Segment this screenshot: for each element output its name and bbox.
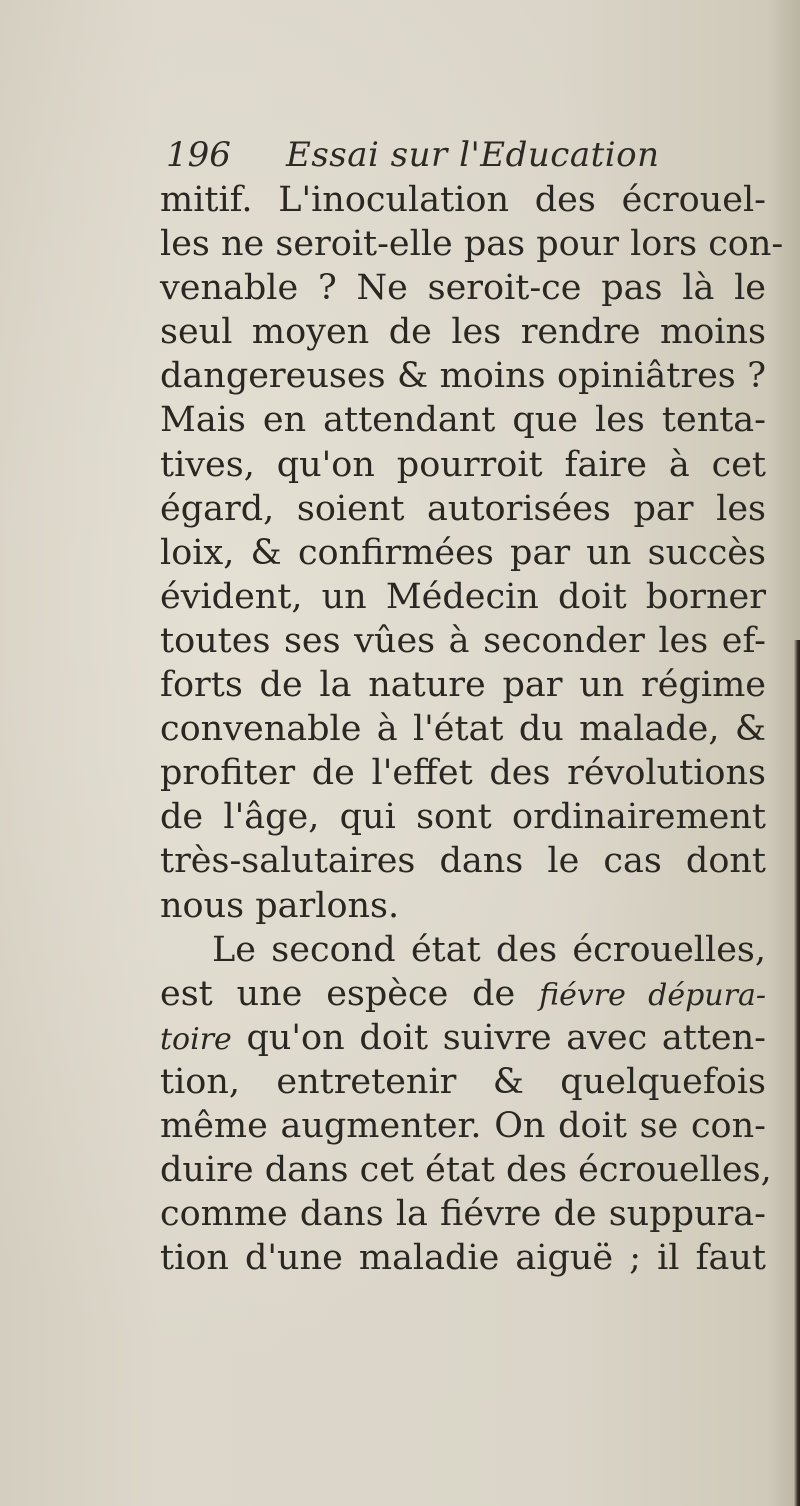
italic-term: toire <box>160 1021 232 1057</box>
text-line: forts de la nature par un régime <box>160 665 766 706</box>
body-text <box>160 178 784 1280</box>
text-line: loix, & confirmées par un succès <box>160 532 766 573</box>
text-line: convenable à l'état du malade, & <box>160 709 766 750</box>
text-line: comme dans la fiévre de suppura- <box>160 1194 766 1235</box>
page-number: 196 <box>166 135 231 175</box>
text-line: tion d'une maladie aiguë ; il faut <box>160 1238 766 1279</box>
text-line: très-salutaires dans le cas dont <box>160 841 766 882</box>
text-line <box>160 972 766 1016</box>
text-line: Le second état des écrouelles, <box>212 929 766 970</box>
text-line: mitif. L'inoculation des écrouel- <box>160 180 766 220</box>
text-line <box>160 1016 766 1060</box>
text-line: de l'âge, qui sont ordinairement <box>160 797 766 838</box>
text-line: les ne seroit-elle pas pour lors con- <box>160 224 784 265</box>
text-line: tives, qu'on pourroit faire à cet <box>160 444 766 485</box>
text-run: est une espèce de <box>160 973 540 1014</box>
italic-term: fiévre dépura- <box>539 977 766 1013</box>
text-line: nous parlons. <box>160 885 400 926</box>
text-line: dangereuses & moins opiniâtres ? <box>160 356 766 397</box>
text-line: même augmenter. On doit se con- <box>160 1105 766 1146</box>
text-line: égard, soient autorisées par les <box>160 488 766 529</box>
text-line: seul moyen de les rendre moins <box>160 312 766 353</box>
text-line: duire dans cet état des écrouelles, <box>160 1150 772 1191</box>
text-line: Mais en attendant que les tenta- <box>160 400 766 441</box>
running-title: Essai sur l'Education <box>286 135 660 175</box>
text-line: tion, entretenir & quelquefois <box>160 1061 766 1102</box>
text-line: évident, un Médecin doit borner <box>160 576 766 617</box>
text-line: toutes ses vûes à seconder les ef- <box>160 620 766 661</box>
text-line: venable ? Ne seroit-ce pas là le <box>160 268 766 309</box>
text-line: profiter de l'effet des révolutions <box>160 753 766 794</box>
running-head <box>166 132 746 178</box>
page-edge-shadow <box>794 640 800 1506</box>
text-run: qu'on doit suivre avec atten- <box>231 1017 766 1058</box>
